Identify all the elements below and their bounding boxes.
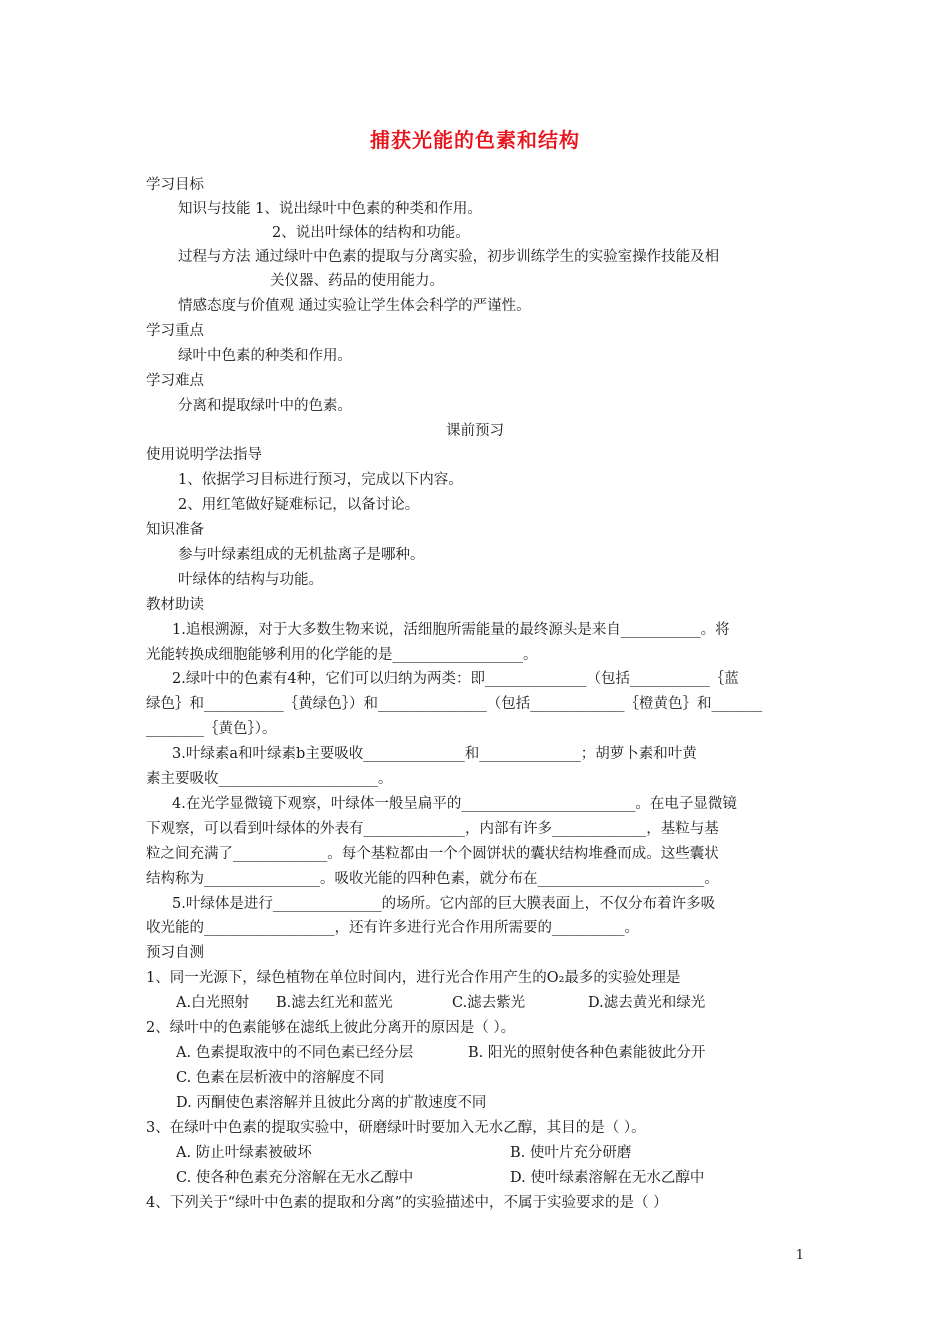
question-1-option-b: B.滤去红光和蓝光	[276, 995, 393, 1011]
reading-p4-line2: 下观察，可以看到叶绿体的外表有______________，内部有许多_____________，基粒与基	[146, 821, 719, 837]
question-1-option-a: A.白光照射	[176, 995, 250, 1011]
objective-process-1: 过程与方法 通过绿叶中色素的提取与分离实验，初步训练学生的实验室操作技能及相	[178, 249, 720, 265]
reading-p3-line1: 3.叶绿素a和叶绿素b主要吸收______________和______________；胡萝卜素和叶黄	[172, 746, 697, 762]
reading-p1-line2: 光能转换成细胞能够利用的化学能的是__________________。	[146, 647, 538, 663]
prep-item-2: 叶绿体的结构与功能。	[178, 572, 323, 588]
reading-p1-line1: 1.追根溯源，对于大多数生物来说，活细胞所需能量的最终源头是来自___________。将	[172, 622, 730, 638]
question-3: 3、在绿叶中色素的提取实验中，研磨绿叶时要加入无水乙醇，其目的是（ ）。	[146, 1120, 646, 1136]
question-1-option-c: C.滤去紫光	[452, 995, 526, 1011]
reading-p5-line1: 5.叶绿体是进行_______________的场所。它内部的巨大膜表面上，不仅分布着许多吸	[172, 896, 716, 912]
question-2-option-d: D. 丙酮使色素溶解并且彼此分离的扩散速度不同	[176, 1095, 487, 1111]
reading-p2-line3: ________｛黄色｝）。	[146, 721, 277, 737]
objective-knowledge-1: 知识与技能 1、说出绿叶中色素的种类和作用。	[178, 201, 482, 217]
question-2-option-b: B. 阳光的照射使各种色素能彼此分开	[468, 1045, 706, 1061]
key-point-text: 绿叶中色素的种类和作用。	[178, 348, 352, 364]
question-3-option-a: A. 防止叶绿素被破坏	[176, 1145, 312, 1161]
question-2: 2、绿叶中的色素能够在滤纸上彼此分离开的原因是（ ）。	[146, 1020, 516, 1036]
reading-p4-line1: 4.在光学显微镜下观察，叶绿体一般呈扁平的________________________。在电子显微镜	[172, 796, 737, 812]
question-1-option-d: D.滤去黄光和绿光	[588, 995, 706, 1011]
question-3-option-d: D. 使叶绿素溶解在无水乙醇中	[510, 1170, 705, 1186]
reading-p5-line2: 收光能的__________________，还有许多进行光合作用所需要的__________。	[146, 920, 639, 936]
reading-p2-line1: 2.绿叶中的色素有4种，它们可以归纳为两类：即______________（包括___________｛蓝	[172, 671, 739, 687]
question-1: 1、同一光源下，绿色植物在单位时间内，进行光合作用产生的O₂最多的实验处理是	[146, 970, 681, 986]
reading-p2-line2: 绿色｝和___________｛黄绿色｝）和_______________（包括_____________｛橙黄色｝和_______	[146, 696, 763, 712]
reading-heading: 教材助读	[146, 597, 204, 613]
question-2-option-a: A. 色素提取液中的不同色素已经分层	[176, 1045, 414, 1061]
prep-item-1: 参与叶绿素组成的无机盐离子是哪种。	[178, 547, 425, 563]
reading-p4-line3: 粒之间充满了_____________。每个基粒都由一个个圆饼状的囊状结构堆叠而成。这些囊状	[146, 846, 719, 862]
objectives-heading: 学习目标	[146, 177, 204, 193]
objective-process-2: 关仪器、药品的使用能力。	[270, 273, 444, 289]
question-3-option-b: B. 使叶片充分研磨	[510, 1145, 632, 1161]
key-point-heading: 学习重点	[146, 323, 204, 339]
prep-heading: 知识准备	[146, 522, 204, 538]
objective-attitude: 情感态度与价值观 通过实验让学生体会科学的严谨性。	[178, 298, 531, 314]
preview-heading: 课前预习	[446, 423, 504, 439]
question-3-option-c: C. 使各种色素充分溶解在无水乙醇中	[176, 1170, 414, 1186]
page-number: 1	[795, 1248, 804, 1263]
selftest-heading: 预习自测	[146, 945, 204, 961]
question-4: 4、下列关于“绿叶中色素的提取和分离”的实验描述中，不属于实验要求的是（ ）	[146, 1195, 668, 1211]
objective-knowledge-2: 2、说出叶绿体的结构和功能。	[272, 225, 470, 241]
guide-item-1: 1、依据学习目标进行预习，完成以下内容。	[178, 472, 463, 488]
question-2-option-c: C. 色素在层析液中的溶解度不同	[176, 1070, 385, 1086]
reading-p4-line4: 结构称为________________。吸收光能的四种色素，就分布在_______________________。	[146, 871, 719, 887]
difficulty-heading: 学习难点	[146, 373, 204, 389]
document-title: 捕获光能的色素和结构	[370, 128, 580, 152]
guide-heading: 使用说明学法指导	[146, 447, 262, 463]
guide-item-2: 2、用红笔做好疑难标记，以备讨论。	[178, 497, 420, 513]
reading-p3-line2: 素主要吸收______________________。	[146, 771, 393, 787]
difficulty-text: 分离和提取绿叶中的色素。	[178, 398, 352, 414]
